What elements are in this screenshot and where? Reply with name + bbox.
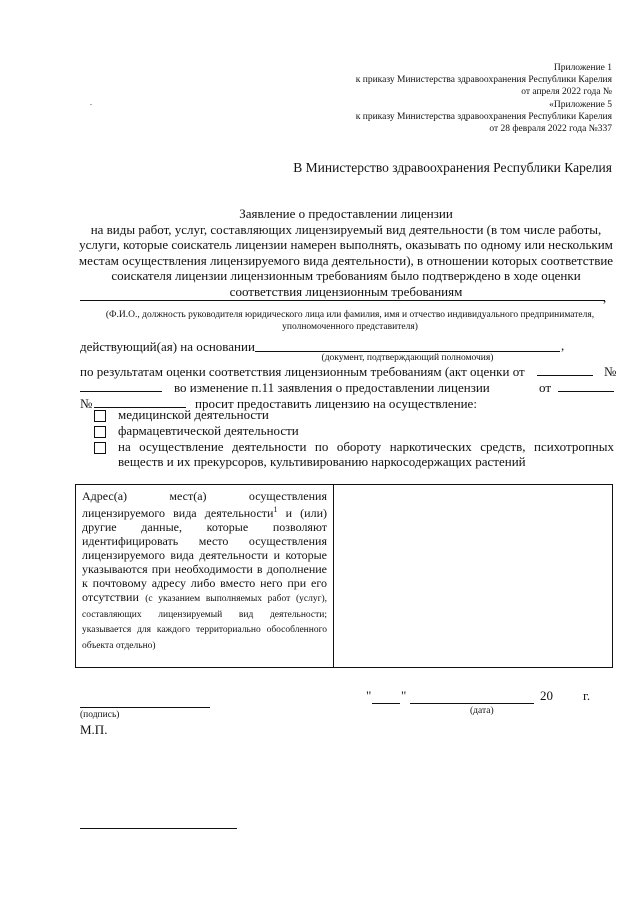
header-line: к приказу Министерства здравоохранения Республики Карелия bbox=[355, 75, 612, 86]
number-sign: № bbox=[604, 364, 617, 379]
checkbox[interactable] bbox=[94, 410, 106, 422]
license-options bbox=[94, 407, 614, 470]
option-label: на осуществление деятельности по обороту наркотических средств, психотропных веществ и их прекурсоров, культивированию наркосодержащих растений bbox=[118, 438, 614, 470]
basis-field-line[interactable] bbox=[255, 351, 560, 352]
signature-line[interactable] bbox=[80, 707, 210, 708]
address-table bbox=[75, 484, 613, 668]
basis-label: действующий(ая) на основании bbox=[80, 339, 255, 354]
application-date-field[interactable] bbox=[558, 380, 614, 392]
paragraph-text: от bbox=[539, 379, 552, 395]
title-body: на виды работ, услуг, составляющих лицензируемый вид деятельности (в том числе работы, услуги, которые соискатель лицензии намерен выполнять, оказывать по одному или нескольким местам осуществления лицензируемого вида деятельности), в отношении которых соответствие соискателя лицензии лицензионным требованиям было подтверждено в ходе оценки соответствия лицензионным требованиям bbox=[78, 221, 614, 299]
address-label-cell bbox=[76, 485, 334, 668]
basis-caption: (документ, подтверждающий полномочия) bbox=[321, 353, 494, 363]
document-title bbox=[78, 206, 614, 299]
header-line: от апреля 2022 года № bbox=[521, 87, 612, 98]
main-paragraph bbox=[80, 364, 617, 411]
address-label-cont: и (или) другие данные, которые позволяют идентифицировать место осуществления лицензируемого вида деятельности и которые указываются при необходимости в дополнение к почтовому адресу либо вместо него при его отсутствии bbox=[82, 506, 327, 604]
number-sign: № bbox=[80, 395, 93, 411]
addressee: В Министерство здравоохранения Республики Карелия bbox=[293, 160, 612, 175]
option-label: медицинской деятельности bbox=[118, 407, 269, 422]
paragraph-text: по результатам оценки соответствия лицензионным требованиям (акт оценки от bbox=[80, 364, 525, 379]
application-number-field[interactable] bbox=[94, 396, 186, 408]
fio-caption: (Ф.И.О., должность руководителя юридического лица или фамилия, имя и отчество индивидуального предпринимателя, уполномоченного представителя) bbox=[105, 310, 595, 332]
header-line: от 28 февраля 2022 года №337 bbox=[489, 124, 612, 135]
option-medical[interactable] bbox=[94, 407, 614, 423]
act-number-field[interactable] bbox=[80, 380, 162, 392]
year-suffix: г. bbox=[583, 688, 591, 703]
checkbox[interactable] bbox=[94, 426, 106, 438]
comma-mark: , bbox=[603, 290, 607, 305]
header-line: к приказу Министерства здравоохранения Республики Карелия bbox=[355, 111, 612, 122]
year-prefix: 20 bbox=[540, 688, 553, 703]
date-caption: (дата) bbox=[470, 706, 494, 716]
signature-caption: (подпись) bbox=[80, 710, 120, 720]
address-label: Адрес(а) мест(а) осуществления лицензируемого вида деятельности bbox=[82, 489, 327, 520]
header-line: «Приложение 5 bbox=[549, 99, 612, 110]
fio-field-line[interactable] bbox=[80, 300, 605, 301]
header-block bbox=[292, 62, 612, 135]
quote-open: " bbox=[366, 688, 372, 703]
day-field[interactable] bbox=[372, 703, 400, 704]
quote-close: " bbox=[401, 688, 407, 703]
act-date-field[interactable] bbox=[537, 364, 593, 376]
option-label: фармацевтической деятельности bbox=[118, 422, 299, 438]
month-field[interactable] bbox=[410, 703, 534, 704]
address-value-cell[interactable] bbox=[334, 485, 613, 668]
footnote-mark: 1 bbox=[273, 505, 278, 514]
header-line: Приложение 1 bbox=[553, 63, 612, 73]
paragraph-text: просит предоставить лицензию на осуществление: bbox=[195, 395, 477, 411]
option-pharmaceutical[interactable] bbox=[94, 423, 614, 439]
address-note: (с указанием выполняемых работ (услуг), составляющих лицензируемый вид деятельности; указывается для каждого территориально обособленного объекта отдельно) bbox=[82, 594, 328, 651]
option-narcotics[interactable] bbox=[94, 439, 614, 471]
checkbox[interactable] bbox=[94, 442, 106, 454]
speck-mark: . bbox=[90, 98, 92, 107]
comma-mark: , bbox=[561, 338, 565, 353]
footnote-separator bbox=[80, 828, 237, 829]
paragraph-text: во изменение п.11 заявления о предоставлении лицензии bbox=[174, 379, 490, 395]
stamp-place: М.П. bbox=[80, 722, 108, 737]
title-line: Заявление о предоставлении лицензии bbox=[239, 206, 453, 221]
